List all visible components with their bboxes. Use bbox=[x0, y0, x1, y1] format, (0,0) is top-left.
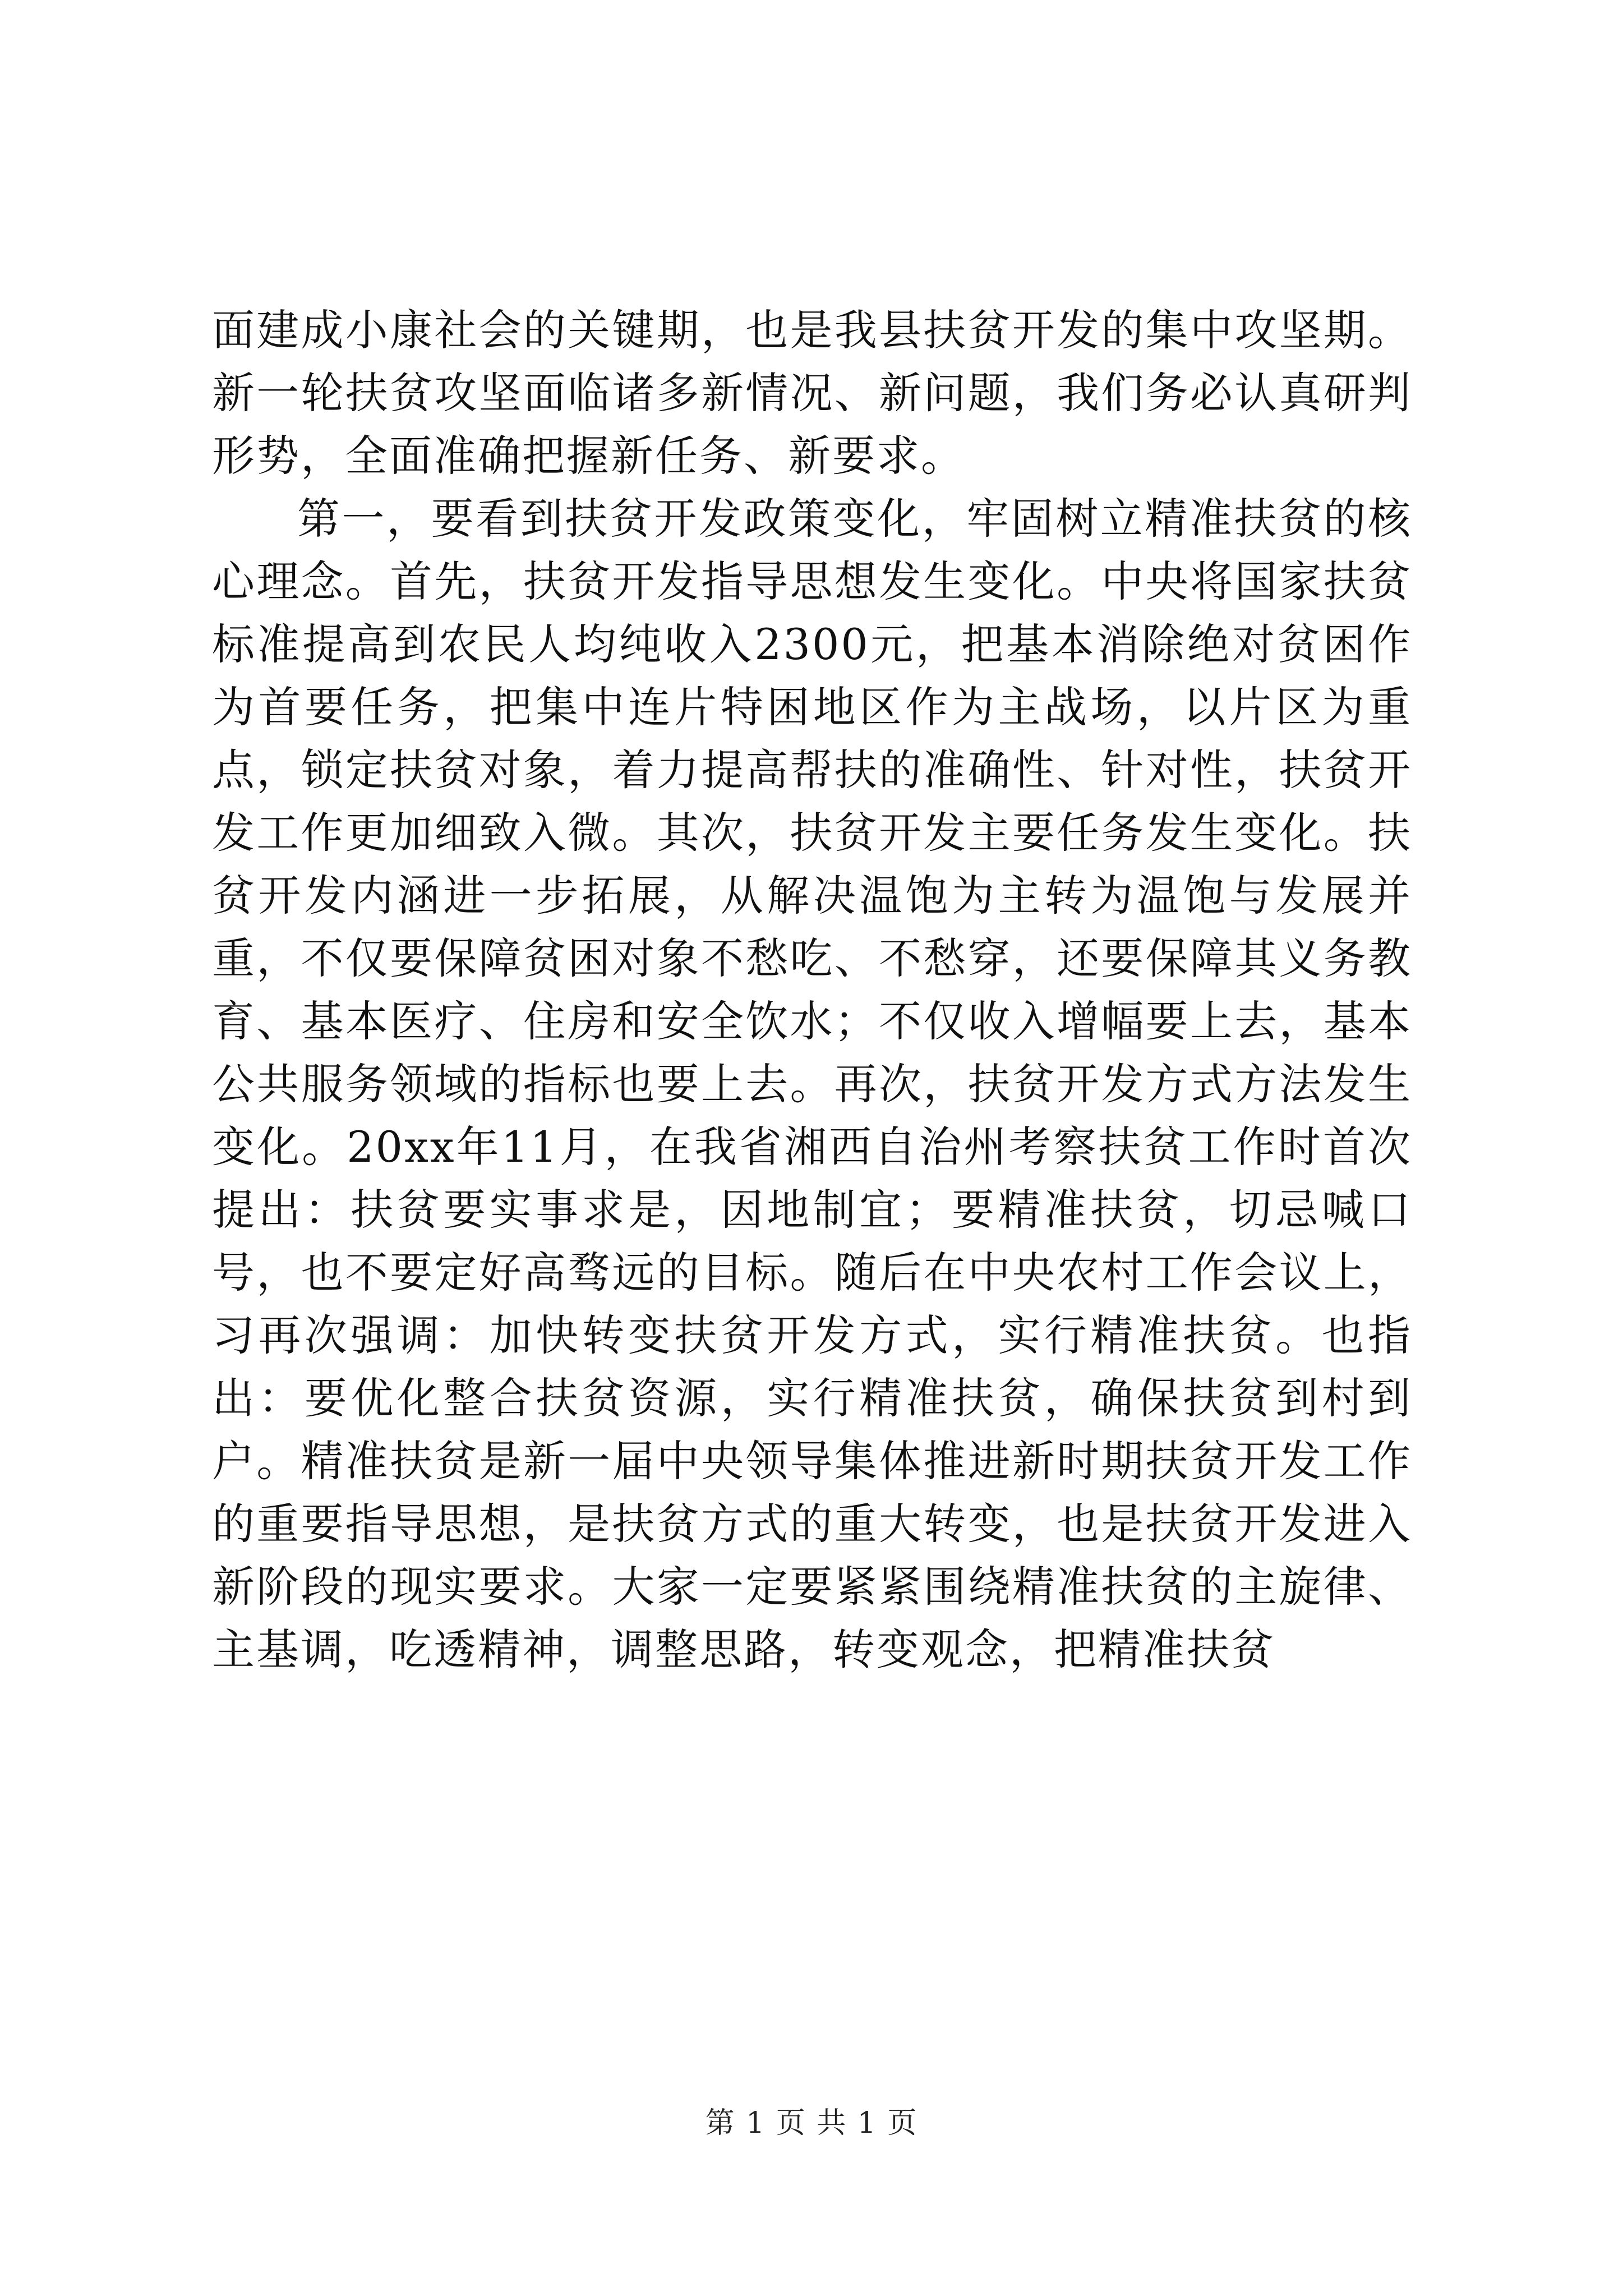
paragraph-first-point: 第一，要看到扶贫开发政策变化，牢固树立精准扶贫的核心理念。首先，扶贫开发指导思想发生变化。中央将国家扶贫标准提高到农民人均纯收入2300元，把基本消除绝对贫困作为首要任务，把集中连片特困地区作为主战场，以片区为重点，锁定扶贫对象，着力提高帮扶的准确性、针对性，扶贫开发工作更加细致入微。其次，扶贫开发主要任务发生变化。扶贫开发内涵进一步拓展，从解决温饱为主转为温饱与发展并重，不仅要保障贫困对象不愁吃、不愁穿，还要保障其义务教育、基本医疗、住房和安全饮水；不仅收入增幅要上去，基本公共服务领域的指标也要上去。再次，扶贫开发方式方法发生变化。20xx年11月，在我省湘西自治州考察扶贫工作时首次提出：扶贫要实事求是，因地制宜；要精准扶贫，切忌喊口号，也不要定好高骛远的目标。随后在中央农村工作会议上，习再次强调：加快转变扶贫开发方式，实行精准扶贫。也指出：要优化整合扶贫资源，实行精准扶贫，确保扶贫到村到户。精准扶贫是新一届中央领导集体推进新时期扶贫开发工作的重要指导思想，是扶贫方式的重大转变，也是扶贫开发进入新阶段的现实要求。大家一定要紧紧围绕精准扶贫的主旋律、主基调，吃透精神，调整思路，转变观念，把精准扶贫 bbox=[212, 494, 1412, 1674]
page-footer: 第 1 页 共 1 页 bbox=[705, 2106, 918, 2140]
paragraph-continuation: 面建成小康社会的关键期，也是我县扶贫开发的集中攻坚期。新一轮扶贫攻坚面临诸多新情况、新问题，我们务必认真研判形势，全面准确把握新任务、新要求。 bbox=[212, 305, 1412, 481]
document-body bbox=[212, 299, 1412, 1681]
